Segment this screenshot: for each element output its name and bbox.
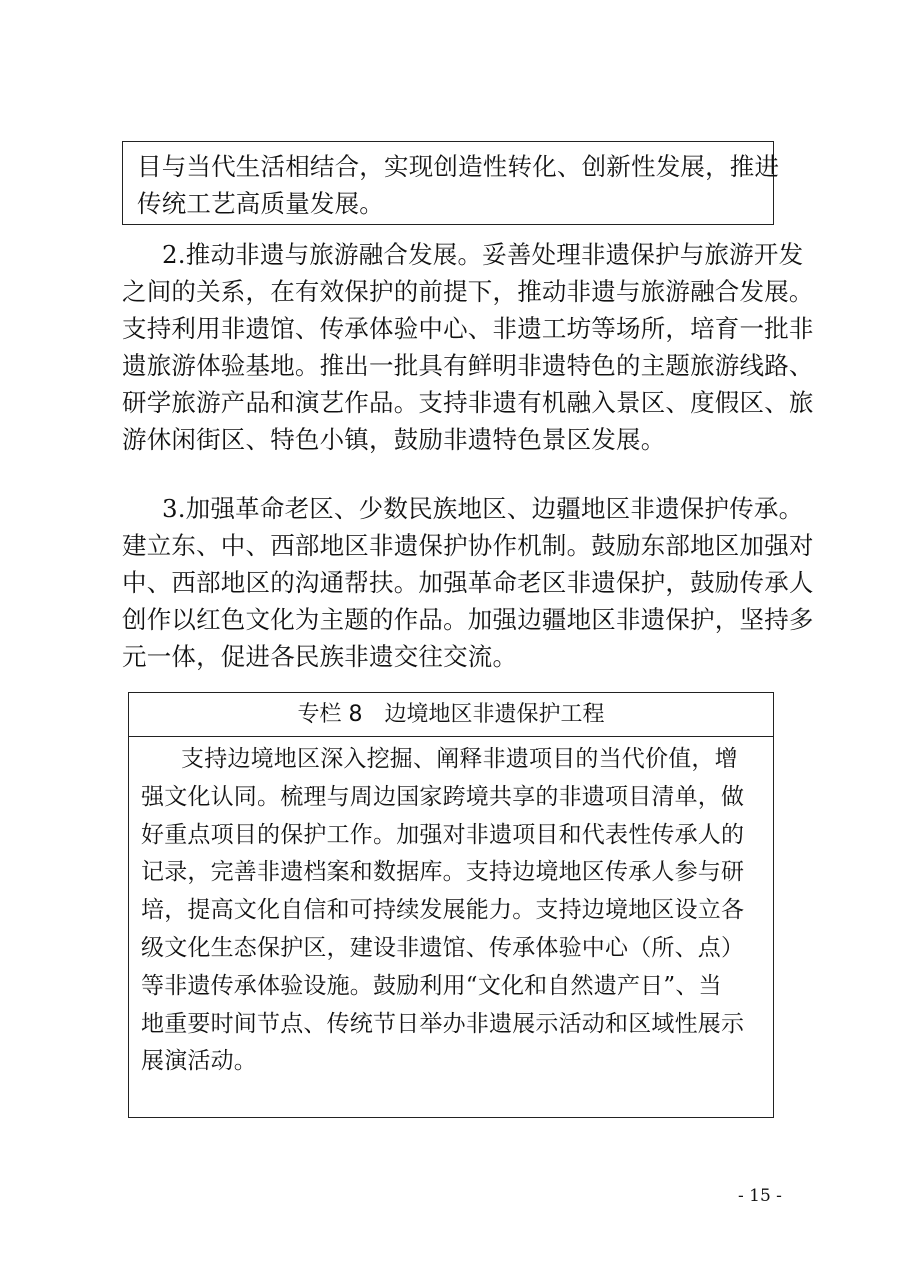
text-line: 传统工艺高质量发展。 (137, 189, 384, 218)
page-number: - 15 - (738, 1186, 782, 1206)
text-line: 2.推动非遗与旅游融合发展。妥善处理非遗保护与旅游开发 (162, 240, 804, 269)
text-line: 好重点项目的保护工作。加强对非遗项目和代表性传承人的 (141, 821, 745, 848)
text-line: 之间的关系，在有效保护的前提下，推动非遗与旅游融合发展。 (122, 277, 814, 306)
text-line: 遗旅游体验基地。推出一批具有鲜明非遗特色的主题旅游线路、 (122, 351, 814, 380)
text-line: 展演活动。 (141, 1048, 257, 1075)
column-title: 专栏 8 边境地区非遗保护工程 (129, 693, 773, 737)
text-line: 元一体，促进各民族非遗交往交流。 (122, 642, 518, 671)
text-line: 建立东、中、西部地区非遗保护协作机制。鼓励东部地区加强对 (122, 531, 814, 560)
text-line: 支持利用非遗馆、传承体验中心、非遗工坊等场所，培育一批非 (122, 314, 814, 343)
text-line: 强文化认同。梳理与周边国家跨境共享的非遗项目清单，做 (141, 783, 745, 810)
text-line: 3.加强革命老区、少数民族地区、边疆地区非遗保护传承。 (162, 494, 804, 523)
text-line: 支持边境地区深入挖掘、阐释非遗项目的当代价值，增 (181, 746, 738, 772)
text-line: 创作以红色文化为主题的作品。加强边疆地区非遗保护，坚持多 (122, 605, 814, 634)
continued-text-box (122, 141, 780, 225)
text-line: 等非遗传承体验设施。鼓励利用“文化和自然遗产日”、当 (141, 972, 722, 999)
text-line: 研学旅游产品和演艺作品。支持非遗有机融入景区、度假区、旅 (122, 388, 814, 417)
text-line: 记录，完善非遗档案和数据库。支持边境地区传承人参与研 (141, 859, 745, 886)
column-8-box (128, 692, 774, 1118)
paragraph-border-regions (122, 490, 814, 675)
paragraph-tourism-integration (122, 236, 814, 458)
column-body (129, 737, 773, 1081)
text-line: 中、西部地区的沟通帮扶。加强革命老区非遗保护，鼓励传承人 (122, 568, 814, 597)
text-line: 目与当代生活相结合，实现创造性转化、创新性发展，推进 (137, 152, 780, 181)
text-line: 地重要时间节点、传统节日举办非遗展示活动和区域性展示 (141, 1010, 745, 1037)
text-line: 级文化生态保护区，建设非遗馆、传承体验中心（所、点） (141, 934, 745, 961)
text-line: 培，提高文化自信和可持续发展能力。支持边境地区设立各 (141, 897, 745, 924)
text-line: 游休闲街区、特色小镇，鼓励非遗特色景区发展。 (122, 425, 666, 454)
